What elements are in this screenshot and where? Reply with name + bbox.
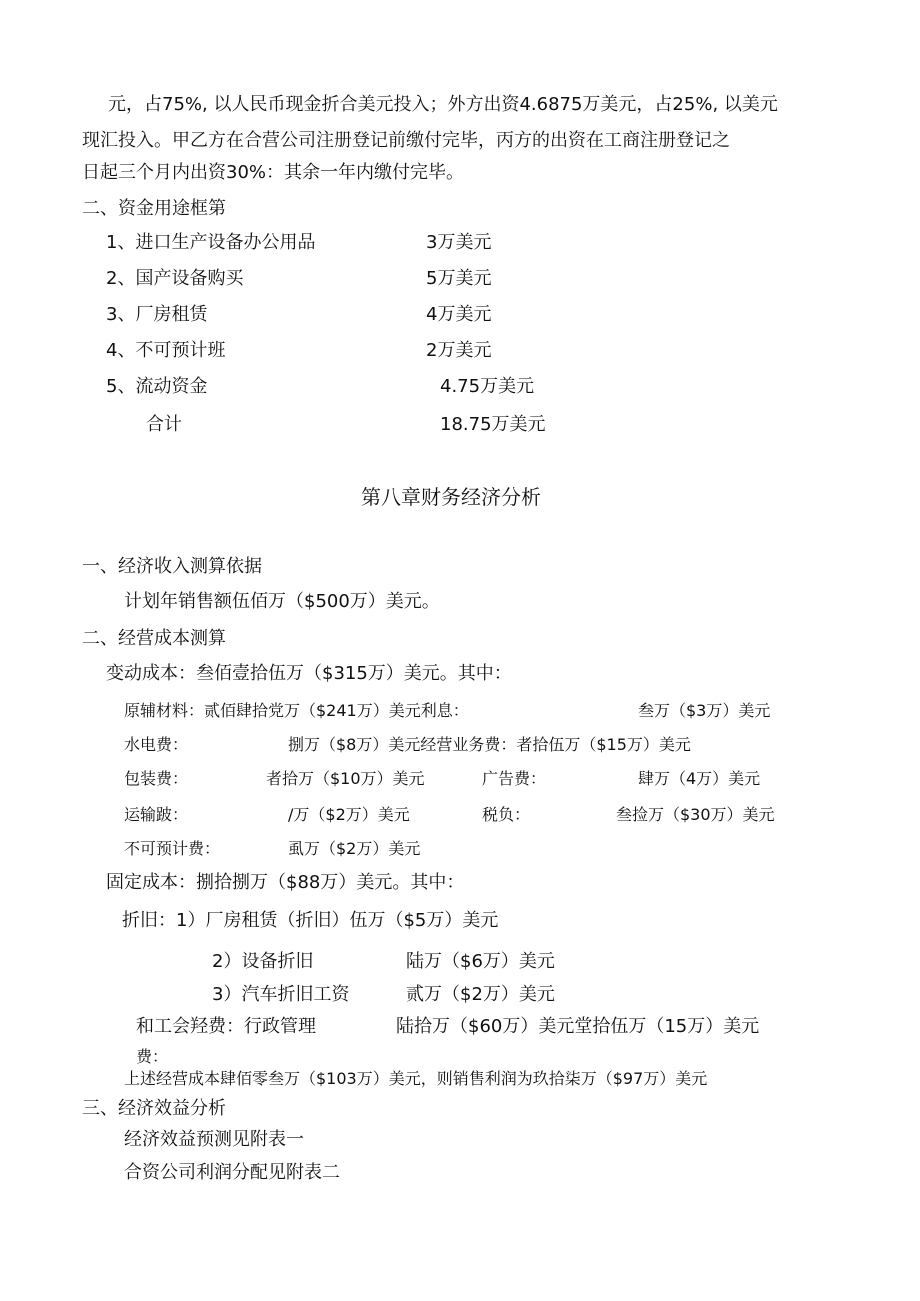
income-text: 计划年销售额伍佰万（$500万）美元。	[124, 591, 440, 612]
cost-heading: 二、经营成本测算	[82, 628, 226, 649]
investment-line-3: 日起三个月内出资30%：其余一年内缴付完毕。	[82, 162, 465, 183]
fund-item-amount: 5万美元	[426, 268, 492, 289]
cost-row-amount: /万（$2万）美元	[288, 805, 410, 824]
cost-row-amount: 虱万（$2万）美元	[288, 839, 421, 858]
cost-row-label: 税负：	[482, 805, 531, 824]
fund-item-label: 4、不可预计班	[106, 340, 226, 361]
cost-row-amount: 叁捡万（$30万）美元	[616, 805, 775, 824]
fund-item-amount: 4万美元	[426, 304, 492, 325]
cost-row-label: 广告费：	[482, 769, 547, 788]
cost-row-amount: 肆万（4万）美元	[638, 769, 761, 788]
depreciation-2-amount: 陆万（$6万）美元	[406, 951, 555, 972]
investment-line-2: 现汇投入。甲乙方在合营公司注册登记前缴付完毕，丙方的出资在工商注册登记之	[82, 130, 730, 151]
fund-item-label: 2、国产设备购买	[106, 268, 244, 289]
depreciation-3-label: 3）汽车折旧工资	[212, 984, 350, 1005]
fund-total-amount: 18.75万美元	[440, 414, 546, 435]
fund-total-label: 合计	[146, 414, 182, 435]
income-heading: 一、经济收入测算依据	[82, 556, 262, 577]
depreciation-3-amount: 贰万（$2万）美元	[406, 984, 555, 1005]
funds-heading: 二、资金用途框第	[82, 198, 226, 219]
cost-row-amount: 者拾万（$10万）美元	[266, 769, 425, 788]
cost-row-label: 不可预计费：	[124, 839, 221, 858]
depreciation-2-label: 2）设备折旧	[212, 951, 314, 972]
benefit-line-1: 经济效益预测见附表一	[124, 1129, 304, 1150]
depreciation-line-1: 折旧：1）厂房租赁（折旧）伍万（$5万）美元	[122, 910, 499, 931]
chapter-title: 第八章财务经济分析	[361, 485, 541, 509]
fund-item-amount: 3万美元	[426, 232, 492, 253]
fund-item-label: 3、厂房租赁	[106, 304, 208, 325]
cost-summary: 上述经营成本肆佰零叁万（$103万）美元，则销售利润为玖拾柒万（$97万）美元	[124, 1069, 708, 1088]
cost-row-amount: 捌万（$8万）美元经营业务费：者拾伍万（$15万）美元	[288, 735, 691, 754]
union-fee-label: 和工会羟费：行政管理	[136, 1016, 316, 1037]
variable-cost: 变动成本：叁佰壹拾伍万（$315万）美元。其中：	[106, 663, 512, 684]
cost-row-label: 原辅材料：贰佰肆拾党万（$241万）美元利息：	[124, 701, 469, 720]
fund-item-amount: 2万美元	[426, 340, 492, 361]
benefit-line-2: 合资公司利润分配见附表二	[124, 1162, 340, 1183]
cost-row-amount: 叁万（$3万）美元	[638, 701, 771, 720]
fund-item-label: 5、流动资金	[106, 376, 208, 397]
cost-row-label: 运输跛：	[124, 805, 189, 824]
benefit-heading: 三、经济效益分析	[82, 1098, 226, 1119]
fund-item-amount: 4.75万美元	[440, 376, 535, 397]
union-fee-suffix: 费：	[136, 1047, 169, 1066]
fund-item-label: 1、进口生产设备办公用品	[106, 232, 316, 253]
fixed-cost: 固定成本：捌拾捌万（$88万）美元。其中：	[106, 872, 465, 893]
union-fee-amount: 陆拾万（$60万）美元堂拾伍万（15万）美元	[396, 1016, 760, 1037]
cost-row-label: 水电费：	[124, 735, 189, 754]
investment-line-1: 元，占75%, 以人民币现金折合美元投入；外方出资4.6875万美元，占25%, 以美元	[108, 94, 778, 115]
cost-row-label: 包装费：	[124, 769, 189, 788]
